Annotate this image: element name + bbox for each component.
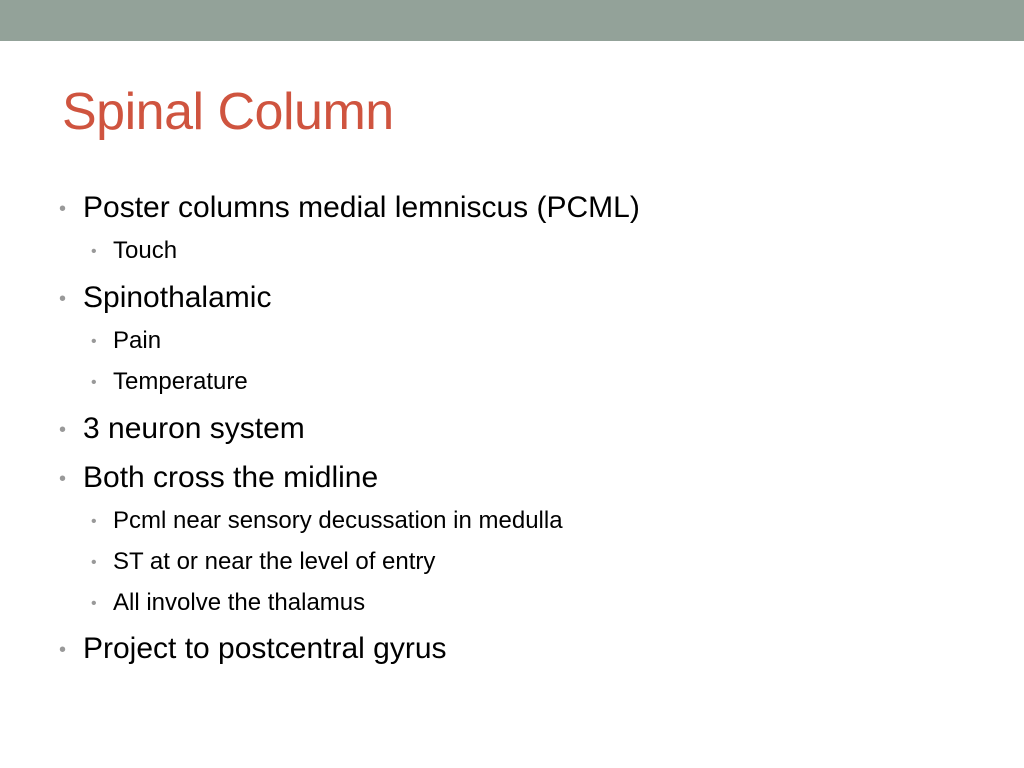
bullet-dot-icon: • (91, 513, 97, 530)
bullet-item-level-1 (59, 632, 447, 665)
bullet-dot-icon: • (59, 198, 67, 220)
bullet-item-level-2 (91, 507, 563, 534)
bullet-text: Spinothalamic (83, 281, 272, 314)
bullet-item-level-2 (91, 368, 248, 395)
bullet-dot-icon: • (91, 333, 97, 350)
bullet-text: ST at or near the level of entry (113, 548, 436, 575)
bullet-item-level-1 (59, 191, 640, 224)
bullet-text: Both cross the midline (83, 461, 379, 494)
bullet-item-level-1 (59, 412, 305, 445)
bullet-text: Pcml near sensory decussation in medulla (113, 507, 563, 534)
bullet-text: Pain (113, 327, 162, 354)
bullet-dot-icon: • (59, 419, 67, 441)
bullet-item-level-2 (91, 237, 178, 264)
bullet-dot-icon: • (91, 243, 97, 260)
bullet-text: All involve the thalamus (113, 589, 366, 616)
bullet-item-level-2 (91, 327, 162, 354)
bullet-dot-icon: • (91, 595, 97, 612)
bullet-dot-icon: • (59, 288, 67, 310)
bullet-text: Touch (113, 237, 178, 264)
bullet-text: Temperature (113, 368, 248, 395)
bullet-text: Project to postcentral gyrus (83, 632, 447, 665)
slide-title: Spinal Column (62, 83, 394, 141)
bullet-item-level-2 (91, 548, 436, 575)
bullet-item-level-1 (59, 281, 272, 314)
bullet-item-level-1 (59, 461, 379, 494)
bullet-dot-icon: • (59, 468, 67, 490)
bullet-item-level-2 (91, 589, 366, 616)
bullet-dot-icon: • (91, 554, 97, 571)
bullet-text: Poster columns medial lemniscus (PCML) (83, 191, 640, 224)
bullet-dot-icon: • (59, 639, 67, 661)
bullet-text: 3 neuron system (83, 412, 305, 445)
bullet-dot-icon: • (91, 374, 97, 391)
